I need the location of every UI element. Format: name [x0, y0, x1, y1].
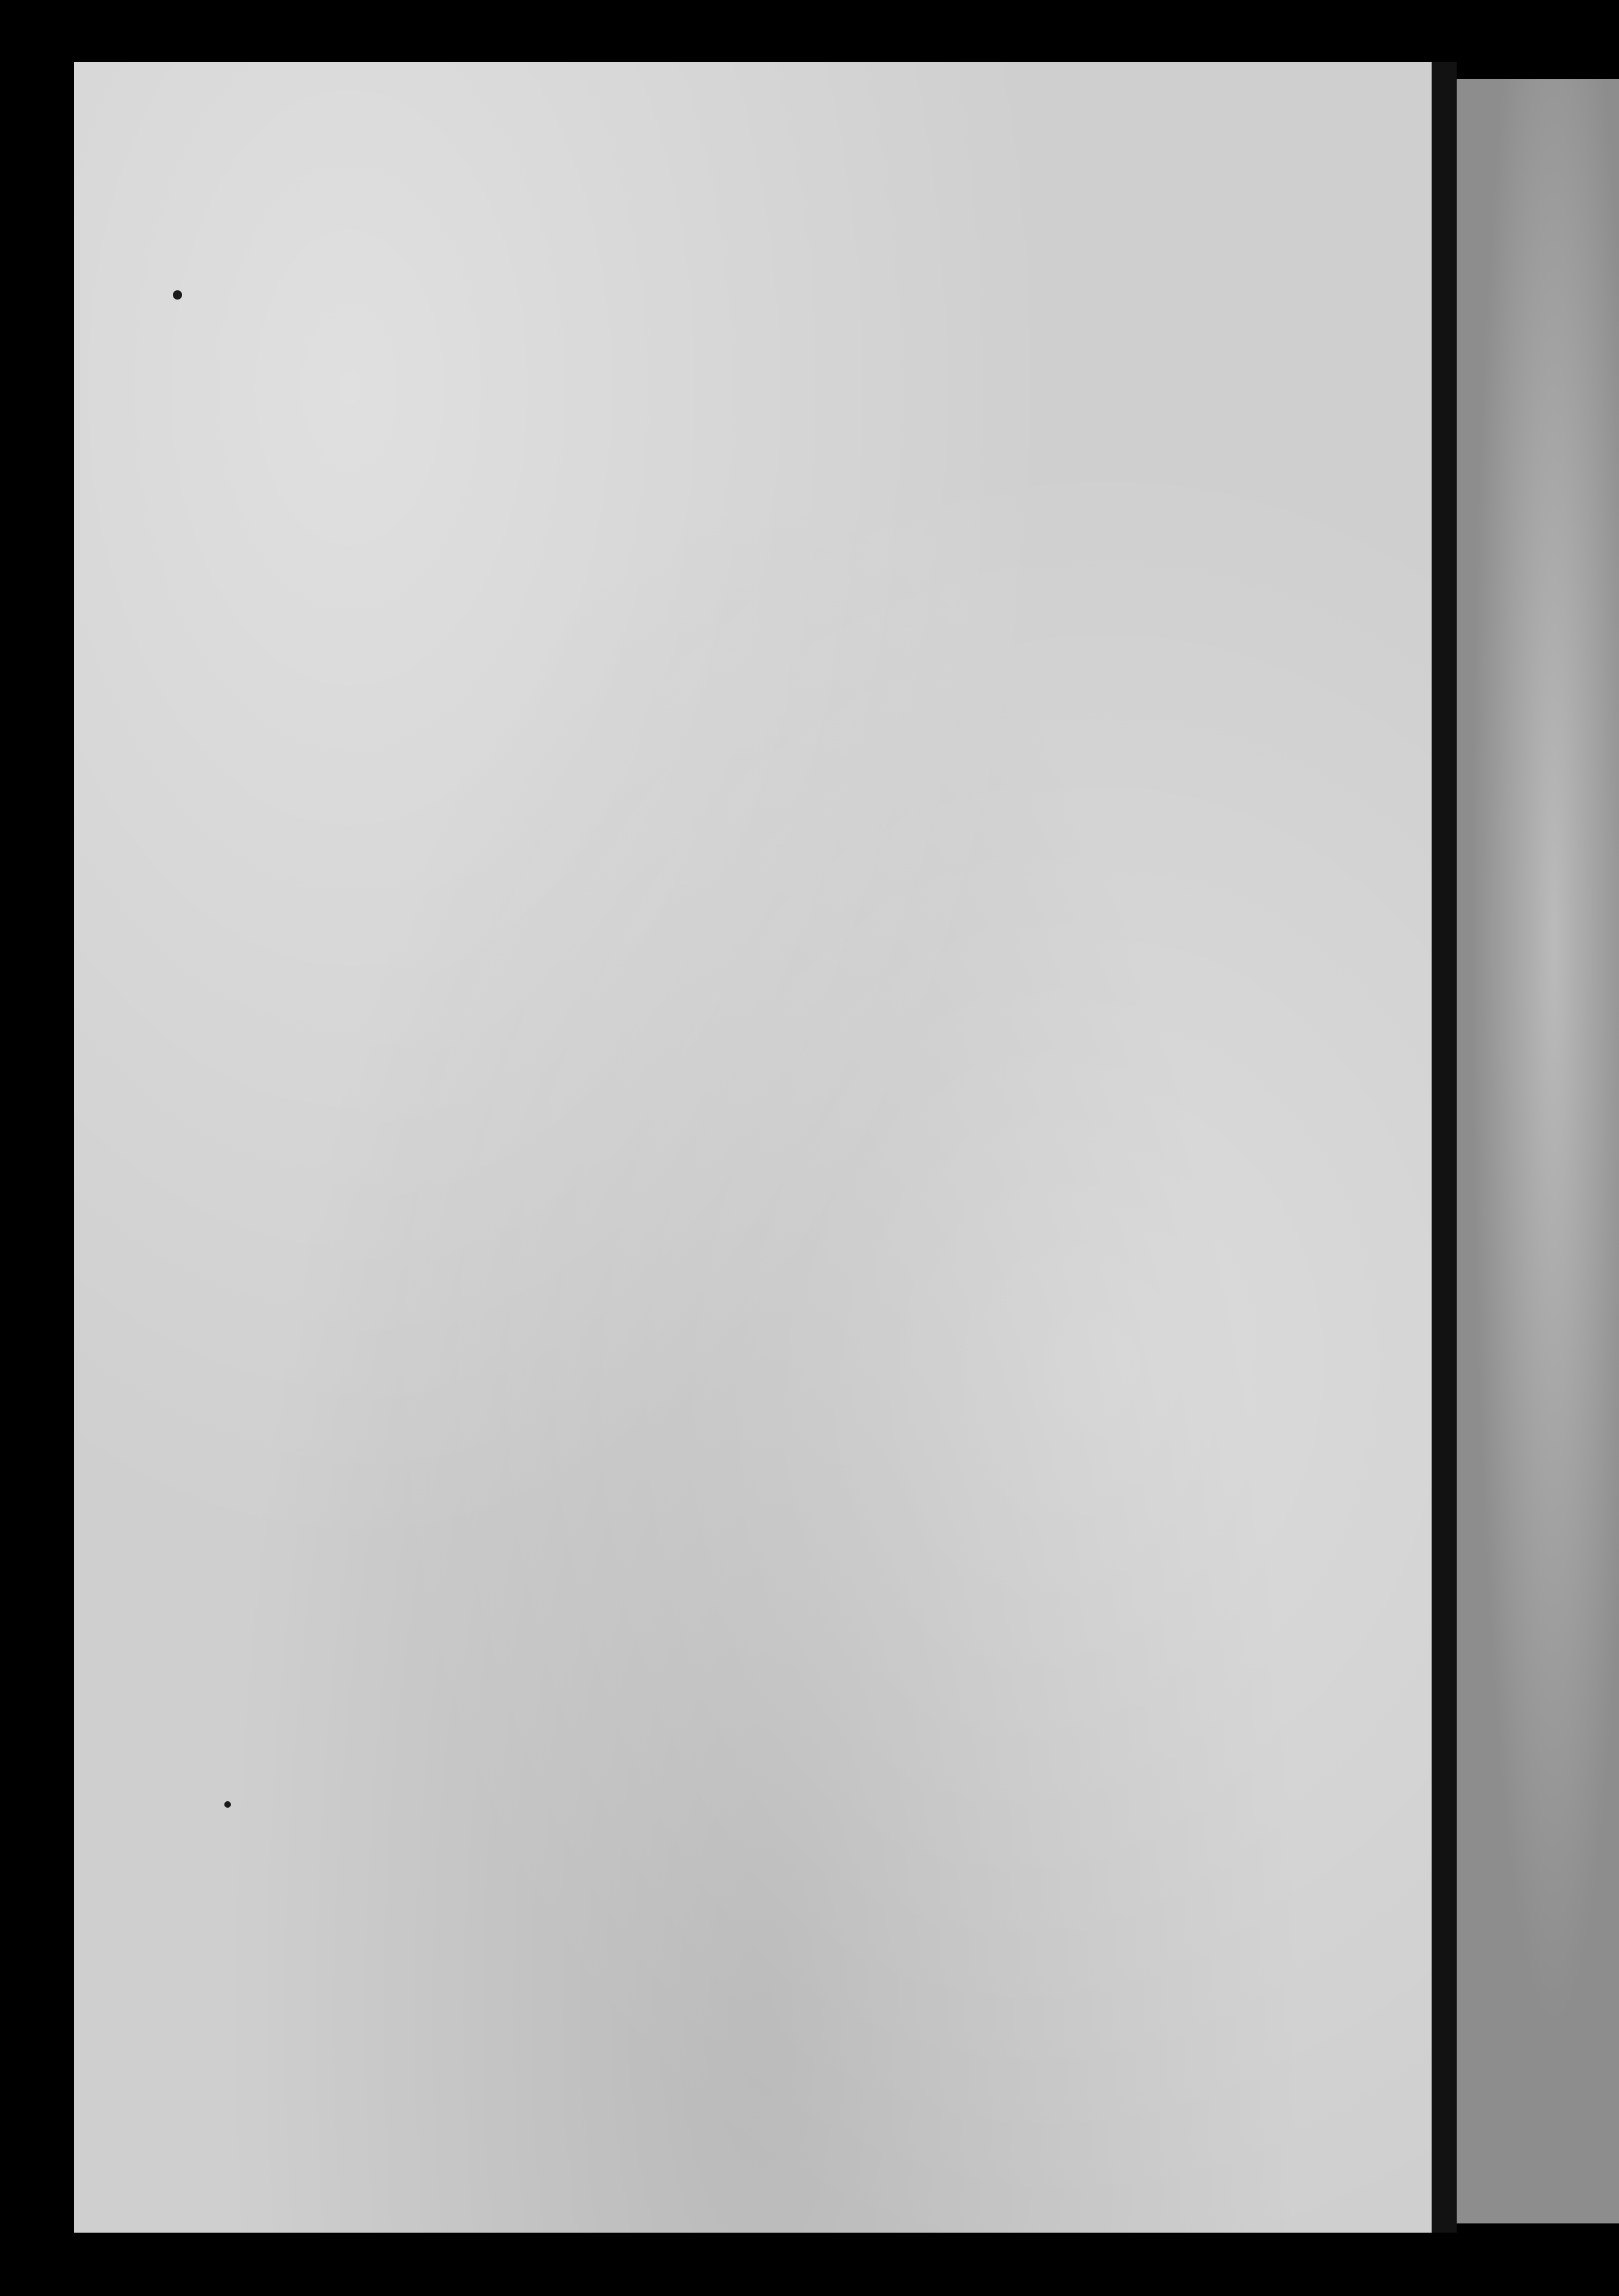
ink-blot	[224, 1801, 231, 1808]
ink-blot	[173, 290, 182, 300]
facing-page-edge	[1457, 79, 1619, 2223]
scanned-page	[74, 62, 1453, 2233]
page-gutter	[1432, 62, 1457, 2233]
